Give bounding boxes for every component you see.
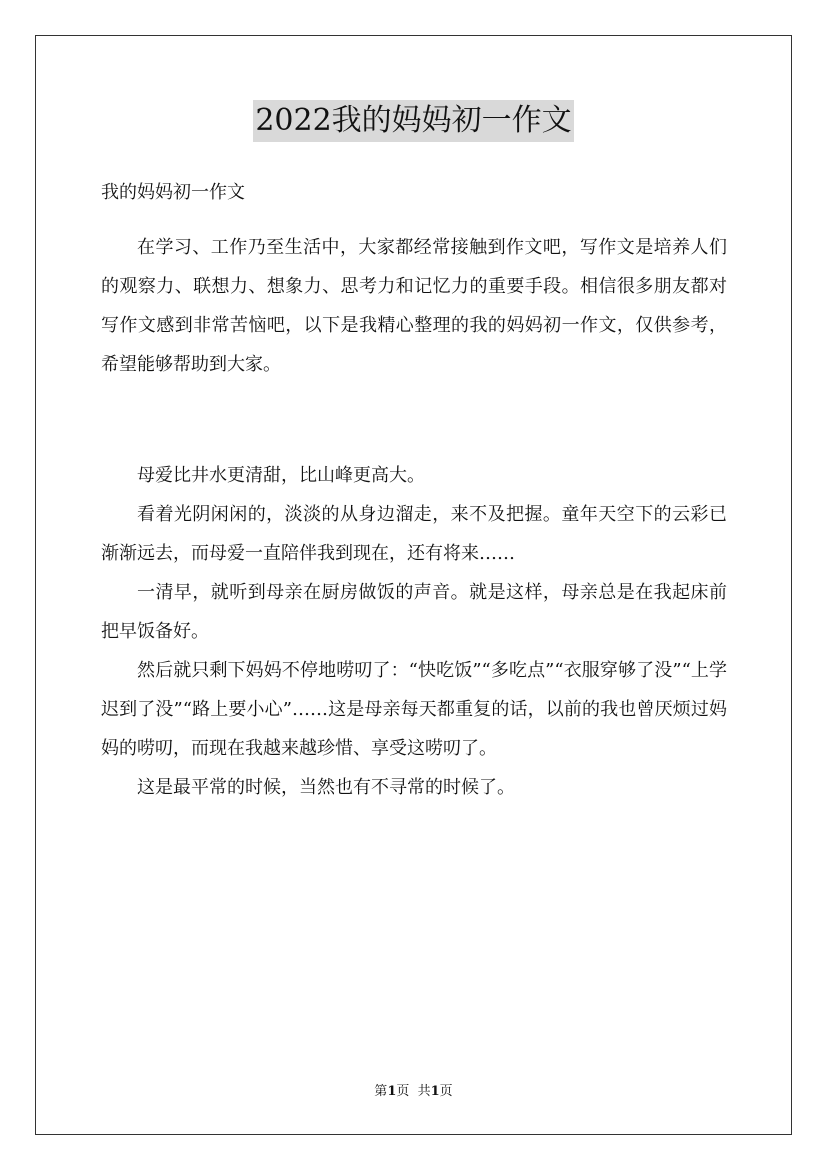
body-paragraph: 看着光阴闲闲的，淡淡的从身边溜走，来不及把握。童年天空下的云彩已渐渐远去，而母爱一直陪伴我到现在，还有将来……: [101, 504, 727, 564]
document-title: 2022我的妈妈初一作文: [253, 100, 573, 142]
intro-paragraph: 在学习、工作乃至生活中，大家都经常接触到作文吧，写作文是培养人们的观察力、联想力、想象力、思考力和记忆力的重要手段。相信很多朋友都对写作文感到非常苦恼吧，以下是我精心整理的我的妈妈初一作文，仅供参考，希望能够帮助到大家。: [101, 237, 727, 375]
page-current: 1: [387, 1084, 397, 1099]
title-container: [0, 100, 827, 142]
page-total: 1: [430, 1084, 440, 1099]
page-label-prefix: 第: [374, 1084, 388, 1099]
page-label-suffix: 页: [439, 1084, 453, 1099]
document-subtitle: 我的妈妈初一作文: [101, 182, 245, 203]
body-paragraph: 然后就只剩下妈妈不停地唠叨了：“快吃饭”“多吃点”“衣服穿够了没”“上学迟到了没”“路上要小心”……这是母亲每天都重复的话，以前的我也曾厌烦过妈妈的唠叨，而现在我越来越珍惜、享受这唠叨了。: [101, 660, 727, 759]
page-footer: [0, 1082, 827, 1102]
document-body: [101, 228, 727, 807]
body-paragraph: 母爱比井水更清甜，比山峰更高大。: [137, 465, 425, 486]
page-label-mid: 页 共: [396, 1084, 431, 1099]
paragraph-gap: [101, 384, 727, 456]
body-paragraph: 这是最平常的时候，当然也有不寻常的时候了。: [137, 777, 515, 798]
body-paragraph: 一清早，就听到母亲在厨房做饭的声音。就是这样，母亲总是在我起床前把早饭备好。: [101, 582, 727, 642]
